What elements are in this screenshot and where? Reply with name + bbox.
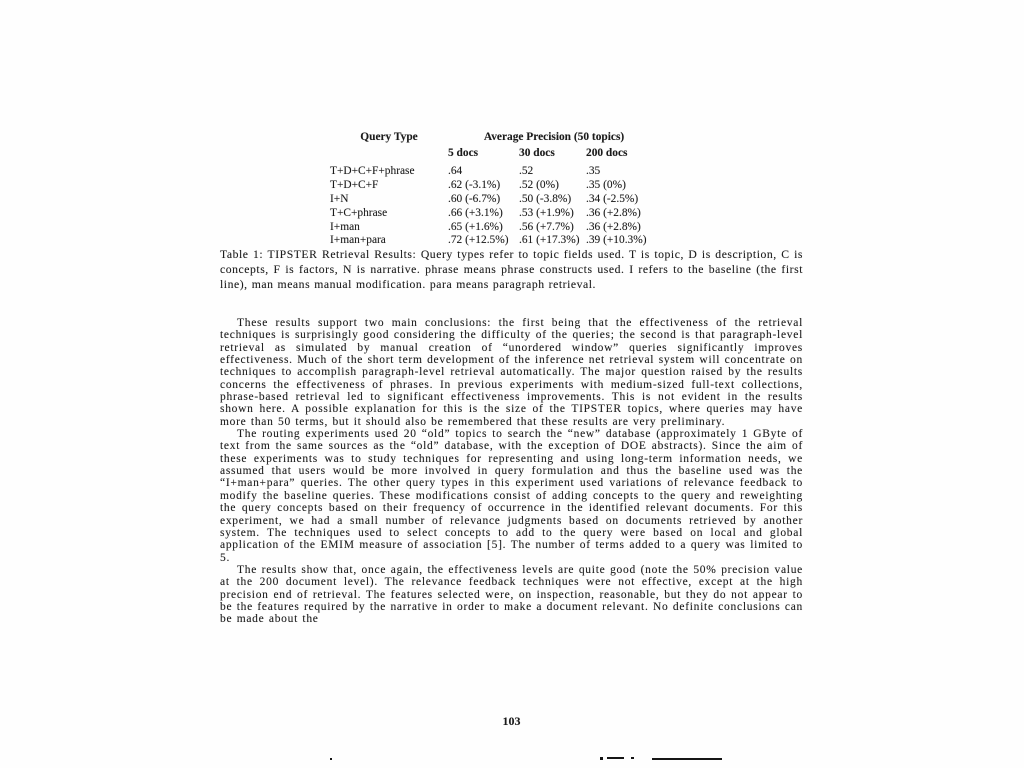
- table-header-query-type: Query Type: [360, 131, 418, 143]
- table-cell-30docs: .52: [519, 165, 534, 178]
- table-subheader-5docs: 5 docs: [448, 147, 479, 160]
- table-subheader-30docs: 30 docs: [519, 147, 555, 160]
- table-cell-200docs: .36 (+2.8%): [586, 220, 641, 233]
- table-cell-30docs: .53 (+1.9%): [519, 206, 574, 219]
- table-cell-30docs: .56 (+7.7%): [519, 220, 574, 233]
- table-cell-5docs: .66 (+3.1%): [448, 206, 503, 219]
- scan-artifact: [600, 757, 603, 760]
- table-subheader-spacer: [330, 147, 448, 165]
- table-header-average-precision: Average Precision (50 topics): [483, 131, 625, 143]
- table-cell-5docs: .64: [448, 165, 463, 178]
- table-cell-200docs: .34 (-2.5%): [586, 193, 639, 205]
- table-cell-200docs: .39 (+10.3%): [586, 234, 647, 247]
- table-cell-30docs: .52 (0%): [519, 179, 559, 192]
- table-row-label: I+N: [330, 193, 349, 205]
- results-table: [330, 131, 686, 248]
- scan-artifact: [631, 757, 634, 759]
- table-cell-30docs: .61 (+17.3%): [519, 234, 580, 247]
- body-text: [220, 317, 803, 626]
- table-cell-200docs: .36 (+2.8%): [586, 206, 641, 219]
- table-cell-30docs: .50 (-3.8%): [519, 193, 572, 205]
- page-number: 103: [502, 714, 521, 728]
- table-row-label: I+man+para: [330, 234, 386, 247]
- table-cell-5docs: .60 (-6.7%): [448, 193, 501, 205]
- scan-artifact: [607, 757, 624, 759]
- table-subheader-200docs: 200 docs: [586, 147, 628, 160]
- table-row-label: I+man: [330, 220, 360, 233]
- table-row-label: T+D+C+F: [330, 179, 379, 192]
- table-caption: Table 1: TIPSTER Retrieval Results: Query types refer to topic fields used. T is topic, D is description, C is concepts, F is factors, N is narrative. phrase means phrase constructs used. I refers to the baseline (the first line), man means manual modification. para means paragraph retrieval.: [220, 248, 803, 292]
- table-cell-200docs: .35: [586, 165, 601, 178]
- table-cell-5docs: .62 (-3.1%): [448, 179, 501, 192]
- scan-artifact: [330, 758, 332, 760]
- body-paragraph-3: The results show that, once again, the effectiveness levels are quite good (note the 50% precision value at the 200 document level). The relevance feedback techniques were not effective, except at the high precision end of retrieval. The features selected were, on inspection, reasonable, but they do not appear to be the features required by the narrative in order to make a document relevant. No definite conclusions can be made about the: [220, 563, 803, 626]
- table-cell-5docs: .65 (+1.6%): [448, 220, 503, 233]
- body-paragraph-1: These results support two main conclusions: the first being that the effectiveness of the retrieval techniques is surprisingly good considering the difficulty of the queries; the second is that paragraph-level retrieval as simulated by manual creation of “unordered window” queries significantly improves effectiveness. Much of the short term development of the inference net retrieval system will concentrate on techniques to accomplish paragraph-level retrieval automatically. The major question raised by the results concerns the effectiveness of phrases. In previous experiments with medium-sized full-text collections, phrase-based retrieval led to significant effectiveness improvements. This is not evident in the results shown here. A possible explanation for this is the size of the TIPSTER topics, where queries may have more than 50 terms, but it should also be remembered that these results are very preliminary.: [220, 317, 803, 428]
- table-row-label: T+C+phrase: [330, 206, 388, 219]
- table-cell-5docs: .72 (+12.5%): [448, 234, 509, 247]
- table-row-label: T+D+C+F+phrase: [330, 165, 415, 178]
- scan-artifact: [652, 758, 722, 760]
- table-cell-200docs: .35 (0%): [586, 179, 626, 192]
- body-paragraph-2: The routing experiments used 20 “old” topics to search the “new” database (approximately 1 GByte of text from the same sources as the “old” database, with the exception of DOE abstracts). Since the aim of these experiments was to study techniques for representing and using long-term information needs, we assumed that users would be more involved in query formulation and thus the baseline used was the “I+man+para” queries. The other query types in this experiment used variations of relevance feedback to modify the baseline queries. These modifications consist of adding concepts to the query and reweighting the query concepts based on their frequency of occurrence in the identified relevant documents. For this experiment, we had a small number of relevance judgments based on documents retrieved by another system. The techniques used to select concepts to add to the query were based on local and global application of the EMIM measure of association [5]. The number of terms added to a query was limited to 5.: [220, 428, 803, 564]
